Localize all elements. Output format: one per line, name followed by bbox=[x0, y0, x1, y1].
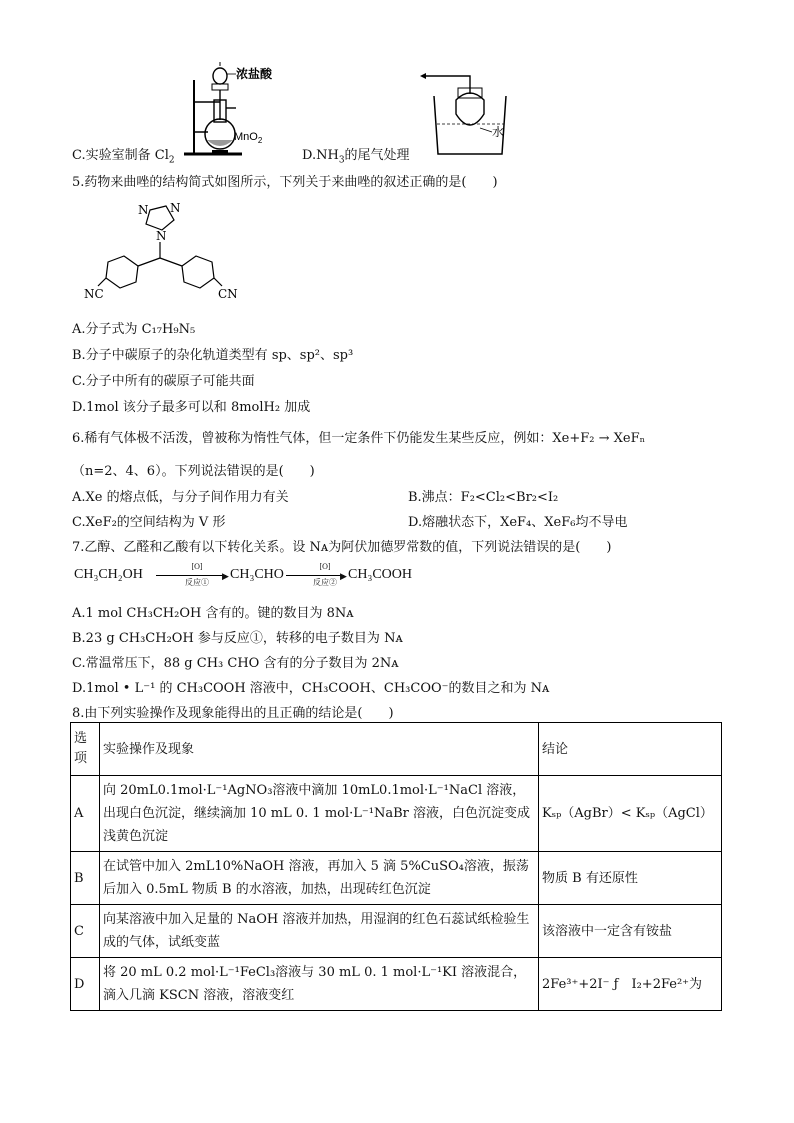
q7-stem: 7.乙醇、乙醛和乙酸有以下转化关系。设 Nᴀ为阿伏加德罗常数的值，下列说法错误的是( ) bbox=[72, 540, 612, 555]
q7-option-d: D.1mol • L⁻¹ 的 CH₃COOH 溶液中，CH₃COOH、CH₃COO⁻的数目之和为 Nᴀ bbox=[72, 681, 550, 696]
row-c-option: C bbox=[71, 905, 100, 958]
q5-stem: 5.药物来曲唑的结构简式如图所示，下列关于来曲唑的叙述正确的是( ) bbox=[72, 175, 498, 190]
chlorine-generator-apparatus bbox=[180, 62, 300, 156]
header-conclusion: 结论 bbox=[539, 723, 722, 776]
q8-table bbox=[70, 722, 722, 1011]
water-label: 水 bbox=[492, 125, 505, 139]
letrozole-structure bbox=[84, 200, 254, 304]
q5-option-a: A.分子式为 C₁₇H₉N₅ bbox=[72, 322, 196, 337]
q8-stem: 8.由下列实验操作及现象能得出的且正确的结论是( ) bbox=[72, 706, 394, 721]
acetaldehyde: CH₃CHO bbox=[230, 567, 284, 582]
q5-option-c: C.分子中所有的碳原子可能共面 bbox=[72, 374, 255, 389]
nitrile-right: CN bbox=[218, 287, 238, 301]
nitrile-left: NC bbox=[84, 287, 104, 301]
row-a-operation: 向 20mL0.1mol·L⁻¹AgNO₃溶液中滴加 10mL0.1mol·L⁻¹NaCl 溶液，出现白色沉淀，继续滴加 10 mL 0. 1 mol·L⁻¹NaBr 溶液，白色沉淀变成浅黄色沉淀 bbox=[100, 776, 539, 852]
row-c-operation: 向某溶液中加入足量的 NaOH 溶液并加热，用湿润的红色石蕊试纸检验生成的气体，试纸变蓝 bbox=[100, 905, 539, 958]
conc-hcl-label: 浓盐酸 bbox=[236, 67, 273, 81]
table-row bbox=[71, 776, 722, 852]
arrow2-top: [O] bbox=[319, 562, 331, 571]
row-a-conclusion: Kₛₚ（AgBr）< Kₛₚ（AgCl） bbox=[539, 776, 722, 852]
q7-option-b: B.23 g CH₃CH₂OH 参与反应①，转移的电子数目为 Nᴀ bbox=[72, 631, 403, 646]
arrow1-head: ▶ bbox=[222, 571, 229, 581]
triazole-n3: N bbox=[156, 229, 167, 243]
q7-option-c: C.常温常压下，88 g CH₃ CHO 含有的分子数目为 2Nᴀ bbox=[72, 656, 399, 671]
q5-option-b: B.分子中碳原子的杂化轨道类型有 sp、sp²、sp³ bbox=[72, 348, 354, 363]
row-b-conclusion: 物质 B 有还原性 bbox=[539, 852, 722, 905]
table-row bbox=[71, 905, 722, 958]
q4-option-c: C.实验室制备 $Cl_2$ bbox=[72, 148, 175, 166]
triazole-n2: N bbox=[170, 201, 181, 215]
q7-option-a: A.1 mol CH₃CH₂OH 含有的。键的数目为 8Nᴀ bbox=[72, 606, 354, 621]
ethanol: CH₃CH₂OH bbox=[74, 567, 143, 582]
row-d-option: D bbox=[71, 958, 100, 1011]
q4-option-d: $D.NH_3$的尾气处理 bbox=[302, 148, 410, 166]
table-row bbox=[71, 958, 722, 1011]
acetic-acid: CH₃COOH bbox=[348, 567, 412, 582]
triazole-n1: N bbox=[138, 203, 149, 217]
ammonia-absorption-apparatus bbox=[420, 66, 524, 160]
q6-option-d: D.熔融状态下，XeF₄、XeF₆均不导电 bbox=[408, 515, 628, 530]
table-header-row bbox=[71, 723, 722, 776]
arrow1-top: [O] bbox=[191, 562, 203, 571]
arrow2-line bbox=[286, 575, 344, 576]
q6-option-b: B.沸点：F₂<Cl₂<Br₂<I₂ bbox=[408, 490, 559, 505]
mno2-label: MnO$_2$ bbox=[234, 131, 263, 145]
header-option: 选项 bbox=[71, 723, 100, 776]
arrow2-head: ▶ bbox=[340, 571, 347, 581]
row-b-option: B bbox=[71, 852, 100, 905]
table-row bbox=[71, 852, 722, 905]
header-operation: 实验操作及现象 bbox=[100, 723, 539, 776]
q7-reaction-scheme bbox=[74, 562, 434, 592]
q6-option-c: C.XeF₂的空间结构为 V 形 bbox=[72, 515, 226, 530]
arrow1-line bbox=[156, 575, 226, 576]
row-d-operation: 将 20 mL 0.2 mol·L⁻¹FeCl₃溶液与 30 mL 0. 1 mol·L⁻¹KI 溶液混合，滴入几滴 KSCN 溶液，溶液变红 bbox=[100, 958, 539, 1011]
arrow1-bottom: 反应① bbox=[185, 578, 209, 587]
q6-stem: 6.稀有气体极不活泼，曾被称为惰性气体，但一定条件下仍能发生某些反应，例如：Xe+F₂ → XeFₙ bbox=[72, 431, 646, 446]
row-a-option: A bbox=[71, 776, 100, 852]
row-d-conclusion: 2Fe³⁺+2I⁻ ƒ I₂+2Fe²⁺为 bbox=[539, 958, 722, 1011]
row-c-conclusion: 该溶液中一定含有铵盐 bbox=[539, 905, 722, 958]
q5-option-d: D.1mol 该分子最多可以和 8molH₂ 加成 bbox=[72, 400, 311, 415]
q6-option-a: A.Xe 的熔点低，与分子间作用力有关 bbox=[72, 490, 289, 505]
q6-stem-cont: （n=2、4、6）。下列说法错误的是( ) bbox=[72, 464, 315, 479]
arrow2-bottom: 反应② bbox=[313, 578, 337, 587]
row-b-operation: 在试管中加入 2mL10%NaOH 溶液，再加入 5 滴 5%CuSO₄溶液，振荡后加入 0.5mL 物质 B 的水溶液，加热，出现砖红色沉淀 bbox=[100, 852, 539, 905]
